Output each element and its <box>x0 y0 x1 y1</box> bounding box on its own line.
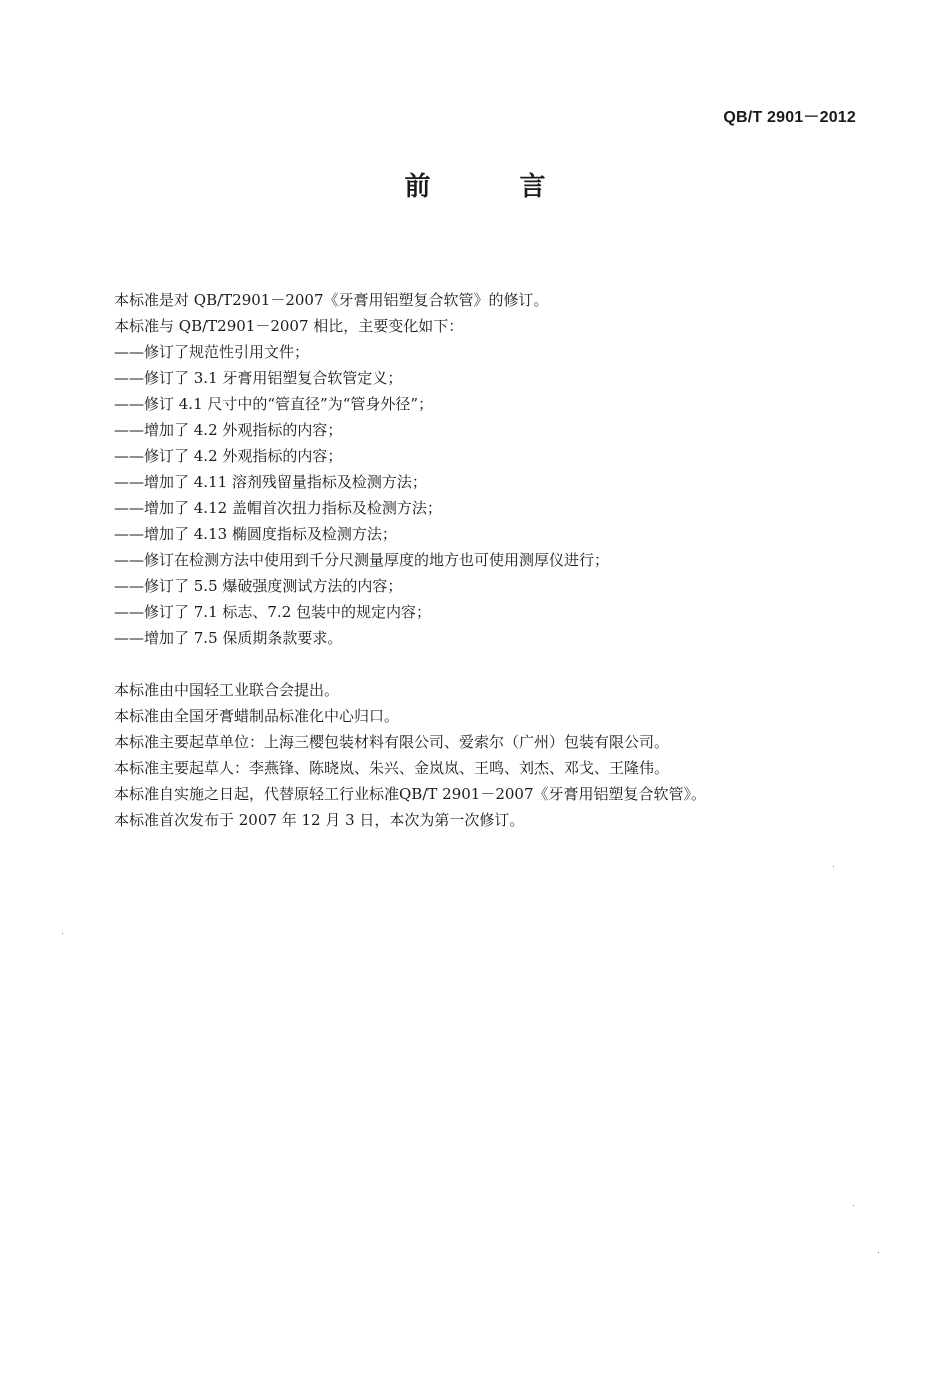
change-item: ——修订了 5.5 爆破强度测试方法的内容； <box>114 577 403 595</box>
standard-code: QB/T 2901－2012 <box>723 109 856 126</box>
change-item: ——修订了规范性引用文件； <box>114 343 310 361</box>
revision-changes-section <box>114 287 854 651</box>
drafting-units-paragraph: 本标准主要起草单位：上海三樱包装材料有限公司、爱索尔（广州）包装有限公司。 <box>114 733 670 751</box>
proposer-paragraph: 本标准由中国轻工业联合会提出。 <box>114 681 340 699</box>
change-item: ——增加了 4.11 溶剂残留量指标及检测方法； <box>114 473 427 491</box>
change-item: ——增加了 4.2 外观指标的内容； <box>114 421 343 439</box>
change-item: ——修订了 4.2 外观指标的内容； <box>114 447 343 465</box>
scan-speck <box>853 1205 854 1206</box>
change-item: ——修订了 3.1 牙膏用铝塑复合软管定义； <box>114 369 403 387</box>
change-item: ——修订 4.1 尺寸中的“管直径”为“管身外径”； <box>114 395 434 413</box>
page-title: 前 言 <box>404 172 586 202</box>
administrator-paragraph: 本标准由全国牙膏蜡制品标准化中心归口。 <box>114 707 400 725</box>
change-item: ——修订了 7.1 标志、7.2 包装中的规定内容； <box>114 603 432 621</box>
change-item: ——增加了 7.5 保质期条款要求。 <box>114 629 343 647</box>
intro-paragraph: 本标准是对 QB/T2901－2007《牙膏用铝塑复合软管》的修订。 <box>114 291 549 309</box>
standard-info-section <box>114 677 854 833</box>
scan-speck <box>833 866 834 867</box>
scan-speck <box>62 933 63 934</box>
scan-speck <box>878 1252 879 1253</box>
comparison-paragraph: 本标准与 QB/T2901－2007 相比，主要变化如下： <box>114 317 464 335</box>
change-item: ——增加了 4.12 盖帽首次扭力指标及检测方法； <box>114 499 442 517</box>
replacement-paragraph: 本标准自实施之日起，代替原轻工行业标准QB/T 2901－2007《牙膏用铝塑复合软管》。 <box>114 785 706 803</box>
release-history-paragraph: 本标准首次发布于 2007 年 12 月 3 日，本次为第一次修订。 <box>114 811 525 829</box>
change-item: ——修订在检测方法中使用到千分尺测量厚度的地方也可使用测厚仪进行； <box>114 551 610 569</box>
drafters-paragraph: 本标准主要起草人：李燕锋、陈晓岚、朱兴、金岚岚、王鸣、刘杰、邓戈、王隆伟。 <box>114 759 670 777</box>
change-item: ——增加了 4.13 椭圆度指标及检测方法； <box>114 525 397 543</box>
